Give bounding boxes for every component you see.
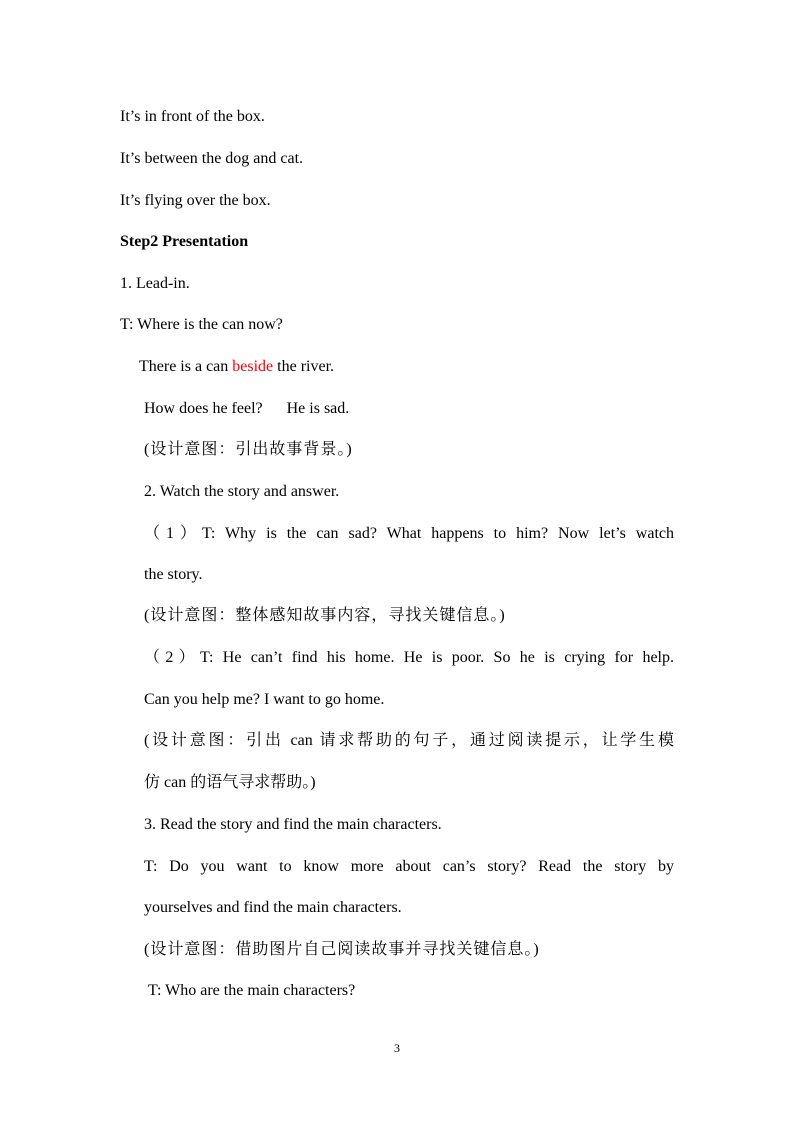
text-segment: the river.	[273, 358, 335, 375]
question-line: （2）T: He can’t find his home. He is poor. So he is crying for help.	[144, 649, 674, 666]
text-line: How does he feel? He is sad.	[144, 400, 350, 417]
text-line: T: Do you want to know more about can’s story? Read the story by	[144, 858, 674, 875]
text-line: It’s between the dog and cat.	[120, 150, 304, 167]
design-note: (设计意图：引出故事背景。)	[144, 441, 353, 458]
question-line: （1）T: Why is the can sad? What happens to him? Now let’s watch	[144, 525, 674, 542]
list-item: 3. Read the story and find the main characters.	[144, 816, 442, 833]
question-line: Can you help me? I want to go home.	[144, 691, 385, 708]
list-item: 1. Lead-in.	[120, 275, 190, 292]
highlighted-word: beside	[232, 358, 274, 375]
text-line: It’s flying over the box.	[120, 192, 271, 209]
text-line: T: Where is the can now?	[120, 316, 283, 333]
text-line: It’s in front of the box.	[120, 108, 265, 125]
design-note: 仿 can 的语气寻求帮助。)	[144, 774, 316, 791]
design-note: (设计意图：整体感知故事内容，寻找关键信息。)	[144, 607, 506, 624]
text-line	[139, 357, 334, 377]
design-note: (设计意图：引出 can 请求帮助的句子，通过阅读提示，让学生模	[144, 732, 674, 749]
design-note: (设计意图：借助图片自己阅读故事并寻找关键信息。)	[144, 941, 540, 958]
list-item: 2. Watch the story and answer.	[144, 483, 340, 500]
text-line: T: Who are the main characters?	[148, 982, 356, 999]
section-heading: Step2 Presentation	[120, 233, 249, 250]
question-line: the story.	[144, 566, 203, 583]
page-number: 3	[394, 1041, 400, 1055]
text-line: yourselves and find the main characters.	[144, 899, 402, 916]
text-segment: There is a can	[139, 358, 233, 375]
